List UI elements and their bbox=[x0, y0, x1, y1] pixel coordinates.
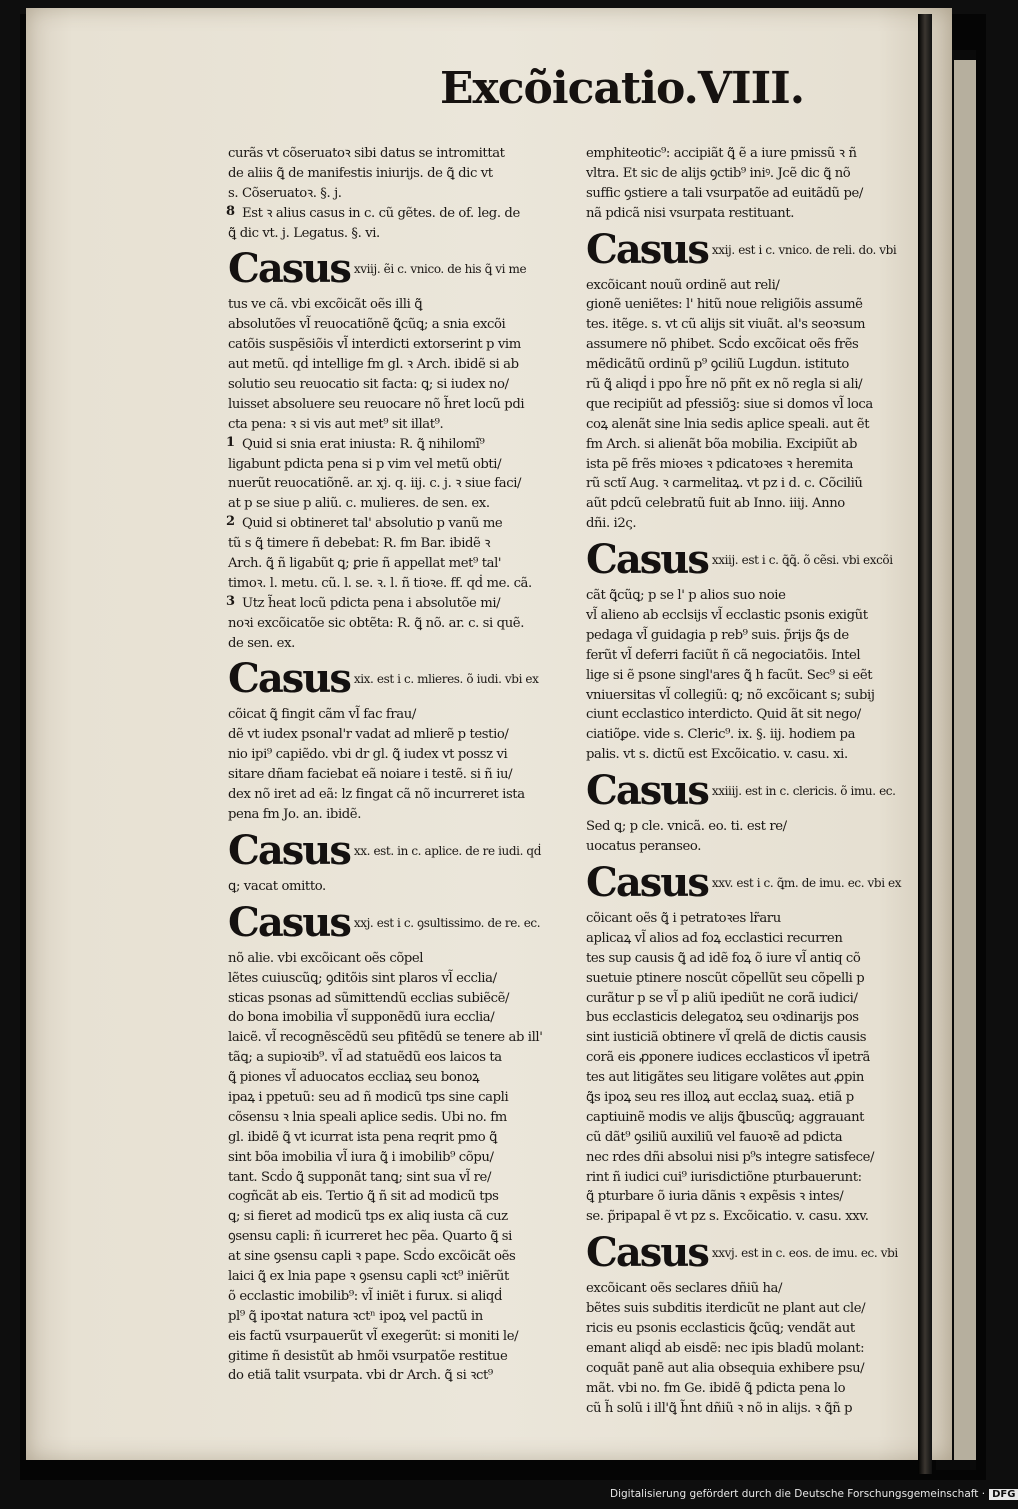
text-line bbox=[228, 594, 572, 614]
text-line bbox=[228, 1366, 572, 1386]
casus-initial: Casus bbox=[586, 225, 708, 273]
casus-line bbox=[228, 243, 572, 295]
line-text: nõ alie. vbi excõicant oẽs cõpel bbox=[228, 950, 424, 966]
text-line bbox=[586, 1028, 932, 1048]
casus-initial: Casus bbox=[228, 655, 350, 703]
casus-line bbox=[228, 897, 572, 949]
line-text: xix. est i c. mlieres. õ iudi. vbi ex bbox=[353, 672, 539, 687]
line-text: emphiteotic⁹: accipiãt ꝗ̃ ẽ a iure pmissũ ꝛ ñ bbox=[586, 146, 857, 161]
line-text: se. p̃ripapal ẽ vt pz s. Excõicatio. v. casu. xxv. bbox=[586, 1209, 869, 1225]
casus-initial: Casus bbox=[586, 858, 708, 906]
text-line bbox=[228, 494, 572, 514]
line-text: pena fm Jo. an. ibidẽ. bbox=[228, 806, 362, 822]
line-text: gl. ibidẽ ꝗ̃ vt icurrat ista pena reqrit pmo ꝗ̃ bbox=[228, 1129, 498, 1145]
line-text: ꝗ̃s ipoꝝ seu res illoꝝ aut ecclaꝝ suaꝝ. etiã p bbox=[586, 1089, 854, 1105]
line-text: aut metũ. qḋ intellige fm gl. ꝛ Arch. ibidẽ si ab bbox=[228, 357, 519, 373]
line-text: Quid si snia erat iniusta: R. ꝗ̃ nihilomĩ⁹ bbox=[242, 436, 485, 452]
line-text: do bona imobilia vl̃ supponẽdũ iura ecclia/ bbox=[228, 1010, 495, 1026]
text-line bbox=[228, 184, 572, 204]
text-line bbox=[586, 295, 932, 315]
line-text: ista pẽ frẽs mioꝛes ꝛ pdicatoꝛes ꝛ heremita bbox=[586, 456, 853, 472]
text-line bbox=[586, 1108, 932, 1128]
line-text: de aliis ꝗ̃ de manifestis iniurijs. de ꝗ̃ dic vt bbox=[228, 165, 493, 181]
text-line bbox=[586, 586, 932, 606]
text-line bbox=[228, 614, 572, 634]
text-line bbox=[586, 514, 932, 534]
text-line bbox=[586, 646, 932, 666]
text-line bbox=[228, 204, 572, 224]
line-text: s. Cõseruatoꝛ. §. j. bbox=[228, 185, 342, 201]
line-text: ꝗ̃ dic vt. j. Legatus. §. vi. bbox=[228, 225, 380, 241]
line-text: sint bõa imobilia vl̃ iura ꝗ̃ i imobilib⁹ cõpu/ bbox=[228, 1149, 494, 1165]
text-line bbox=[228, 375, 572, 395]
line-text: gitime ñ desistũt ab hmõi vsurpatõe restitue bbox=[228, 1348, 508, 1364]
text-line bbox=[586, 1339, 932, 1359]
line-text: xxv. est i c. ꝗ̃m. de imu. ec. vbi ex bbox=[711, 875, 902, 890]
line-text: uocatus peranseo. bbox=[586, 839, 702, 855]
line-text: xxij. est i c. vnico. de reli. do. vbi bbox=[711, 242, 897, 257]
line-text: gionẽ ueniẽtes: l' hitũ noue religiõis assumẽ bbox=[586, 297, 863, 313]
line-text: aũt pdcũ celebratũ fuit ab Inno. iiij. Anno bbox=[586, 496, 845, 512]
line-text: catõis suspẽsiõis vl̃ interdicti extorserint p vim bbox=[228, 337, 521, 353]
line-text: bẽtes suis subditis iterdicũt ne plant aut cle/ bbox=[586, 1301, 866, 1317]
line-text: Quid si obtineret tal' absolutio p vanũ me bbox=[242, 516, 503, 532]
text-line bbox=[586, 395, 932, 415]
line-text: luisset absoluere seu reuocare nõ h̃ret locũ pdi bbox=[228, 396, 525, 412]
line-text: tus ve cã. vbi excõicãt oẽs illi ꝗ̃ bbox=[228, 297, 423, 313]
text-line bbox=[586, 1148, 932, 1168]
text-line bbox=[586, 276, 932, 296]
casus-initial: Casus bbox=[586, 767, 708, 815]
line-text: mãt. vbi no. fm Ge. ibidẽ ꝗ̃ pdicta pena lo bbox=[586, 1380, 846, 1396]
text-line bbox=[586, 745, 932, 765]
casus-line bbox=[586, 857, 932, 909]
line-text: xviij. ẽi c. vnico. de his ꝗ̃ vi me bbox=[353, 262, 527, 277]
dfg-logo: DFG bbox=[989, 1489, 1018, 1500]
text-line bbox=[586, 1088, 932, 1108]
text-line bbox=[228, 554, 572, 574]
text-line bbox=[586, 1048, 932, 1068]
line-text: ipaꝝ i ppetuũ: seu ad ñ modicũ tps sine capli bbox=[228, 1089, 509, 1105]
line-text: captiuinẽ modis ve alijs ꝗ̃buscũꝗ; aggrauant bbox=[586, 1109, 865, 1125]
text-line bbox=[228, 1108, 572, 1128]
casus-line bbox=[228, 653, 572, 705]
text-line bbox=[586, 949, 932, 969]
text-line bbox=[228, 1327, 572, 1347]
line-text: dẽ vt iudex psonal'r vadat ad mlierẽ p testio/ bbox=[228, 727, 509, 743]
casus-line bbox=[586, 224, 932, 276]
next-page-edge bbox=[954, 60, 976, 1460]
line-text: tes sup causis ꝗ̃ ad idẽ foꝝ õ iure vl̃ antiq cõ bbox=[586, 950, 861, 966]
line-text: ꝗ̃ pturbare õ iuria dãnis ꝛ expẽsis ꝛ intes/ bbox=[586, 1189, 844, 1205]
line-text: xxvj. est in c. eos. de imu. ec. vbi bbox=[711, 1246, 898, 1261]
line-text: rũ sctĩ Aug. ꝛ carmelitaꝝ. vt pz i d. c. Cõciliũ bbox=[586, 476, 863, 492]
text-line bbox=[586, 686, 932, 706]
text-line bbox=[586, 164, 932, 184]
text-line bbox=[228, 1008, 572, 1028]
line-text: xx. est. in c. aplice. de re iudi. qḋ bbox=[353, 843, 541, 858]
line-text: rint ñ iudici cui⁹ iurisdictiõne pturbauerunt: bbox=[586, 1169, 862, 1185]
line-text: nuerũt reuocatiõnẽ. ar. xj. q. iij. c. j. ꝛ siue faci/ bbox=[228, 476, 522, 492]
running-head: Excõicatio.VIII. bbox=[440, 63, 805, 114]
text-line bbox=[228, 1168, 572, 1188]
line-text: tes aut litigãtes seu litigare volẽtes aut ꝓpin bbox=[586, 1070, 864, 1086]
line-text: suetuie ptinere noscũt cõpellũt seu cõpelli p bbox=[586, 970, 865, 986]
line-text: suffic ꝯstiere a tali vsurpatõe ad euitãdũ pe/ bbox=[586, 185, 863, 201]
casus-line bbox=[586, 765, 932, 817]
line-text: pedaga vl̃ guidagia p reb⁹ suis. p̃rijs ꝗ̃s de bbox=[586, 627, 849, 643]
text-line bbox=[586, 705, 932, 725]
line-text: ciatiõꝑe. vide s. Cleric⁹. ix. §. iij. hodiem pa bbox=[586, 727, 856, 743]
text-line bbox=[586, 666, 932, 686]
line-text: at p se siue p aliũ. c. mulieres. de sen. ex. bbox=[228, 496, 490, 512]
text-line bbox=[228, 455, 572, 475]
text-line bbox=[586, 494, 932, 514]
text-line bbox=[228, 1088, 572, 1108]
line-text: aplicaꝝ vl̃ alios ad foꝝ ecclastici recurren bbox=[586, 930, 843, 946]
text-line bbox=[228, 415, 572, 435]
text-line bbox=[586, 1299, 932, 1319]
line-text: vltra. Et sic de alijs ꝯctib⁹ iniꝰ. Jcẽ dic ꝗ̃ nõ bbox=[586, 165, 851, 181]
line-text: xxiiij. est in c. clericis. õ imu. ec. bbox=[711, 784, 896, 799]
text-line bbox=[586, 1068, 932, 1088]
line-text: ꝗ̃ piones vl̃ aduocatos eccliaꝝ seu bonoꝝ bbox=[228, 1070, 480, 1086]
text-line bbox=[228, 1068, 572, 1088]
text-line bbox=[228, 395, 572, 415]
text-line bbox=[228, 315, 572, 335]
text-line bbox=[228, 1148, 572, 1168]
text-line bbox=[586, 969, 932, 989]
line-text: xxj. est i c. ꝯsultissimo. de re. ec. bbox=[353, 915, 541, 930]
line-text: sticas psonas ad sũmittendũ ecclias subiẽcẽ/ bbox=[228, 990, 510, 1006]
right-text-column bbox=[586, 144, 932, 1418]
line-text: excõicant nouũ ordinẽ aut reli/ bbox=[586, 277, 780, 293]
text-line bbox=[228, 1028, 572, 1048]
text-line bbox=[586, 144, 932, 164]
text-line bbox=[228, 435, 572, 455]
margin-number: 2 bbox=[226, 514, 236, 530]
text-line bbox=[586, 1207, 932, 1227]
line-text: nã pdicã nisi vsurpata restituant. bbox=[586, 205, 795, 221]
text-line bbox=[586, 1168, 932, 1188]
line-text: rũ ꝗ̃ aliqḋ i ppo h̃re nõ pñt ex nõ regla si ali/ bbox=[586, 377, 863, 393]
line-text: noꝛi excõicatõe sic obtẽta: R. ꝗ̃ nõ. ar. c. si quẽ. bbox=[228, 615, 524, 631]
line-text: corã eis ꝓponere iudices ecclasticos vl̃ ipetrã bbox=[586, 1050, 870, 1066]
line-text: Arch. ꝗ̃ ñ ligabũt ꝗ; ꝑrie ñ appellat met⁹ tal' bbox=[228, 556, 502, 572]
line-text: coꝝ alenãt sine lnia sedis aplice speali. aut ẽt bbox=[586, 416, 870, 432]
line-text: sint iusticiã obtinere vl̃ qrelã de dictis causis bbox=[586, 1030, 867, 1046]
text-line bbox=[586, 415, 932, 435]
line-text: vniuersitas vl̃ collegiũ: ꝗ; nõ excõicant s; subij bbox=[586, 687, 875, 703]
line-text: que recipiũt ad pfessiõꝫ: siue si domos vl̃ loca bbox=[586, 396, 873, 412]
line-text: tes. itẽge. s. vt cũ alijs sit viuãt. al's seoꝛsum bbox=[586, 317, 866, 333]
line-text: ꝯsensu capli: ñ icurreret hec pẽa. Quarto ꝗ̃ si bbox=[228, 1229, 512, 1245]
text-line bbox=[586, 1128, 932, 1148]
text-line bbox=[228, 1227, 572, 1247]
text-line bbox=[586, 1359, 932, 1379]
line-text: do etiã talit vsurpata. vbi dr Arch. ꝗ̃ si ꝛct⁹ bbox=[228, 1368, 493, 1384]
casus-line bbox=[586, 534, 932, 586]
text-line bbox=[586, 989, 932, 1009]
text-line bbox=[228, 295, 572, 315]
text-line bbox=[586, 817, 932, 837]
text-line bbox=[586, 626, 932, 646]
text-line bbox=[586, 184, 932, 204]
line-text: õ ecclastic imobilib⁹: vl̃ iniẽt i furux. si aliqḋ bbox=[228, 1288, 503, 1304]
line-text: curãs vt cõseruatoꝛ sibi datus se intromittat bbox=[228, 146, 505, 161]
line-text: emant aliqḋ ab eisdẽ: nec ipis bladũ molant: bbox=[586, 1340, 865, 1356]
text-line bbox=[228, 1207, 572, 1227]
line-text: ligabunt pdicta pena si p vim vel metũ obti/ bbox=[228, 456, 502, 472]
line-text: ferũt vl̃ deferri faciũt ñ cã negociatõis. Intel bbox=[586, 647, 861, 663]
casus-line bbox=[228, 825, 572, 877]
text-line bbox=[586, 1279, 932, 1299]
line-text: bus ecclasticis delegatoꝝ seu oꝛdinarijs pos bbox=[586, 1010, 859, 1026]
text-line bbox=[586, 725, 932, 745]
margin-number: 8 bbox=[226, 203, 236, 219]
line-text: pl⁹ ꝗ̃ ipoꝛtat natura ꝛctⁿ ipoꝝ vel pactũ in bbox=[228, 1308, 483, 1324]
text-line bbox=[586, 1187, 932, 1207]
text-line bbox=[586, 929, 932, 949]
text-line bbox=[586, 455, 932, 475]
casus-initial: Casus bbox=[586, 1229, 708, 1277]
line-text: ꝗ; si fieret ad modicũ tps ex aliq iusta cã cuz bbox=[228, 1209, 508, 1225]
line-text: cũ h̃ solũ i ill'ꝗ̃ h̃nt dñiũ ꝛ nõ in alijs. ꝛ ꝗ̃ñ p bbox=[586, 1400, 853, 1416]
text-line bbox=[586, 335, 932, 355]
line-text: tãꝗ; a supioꝛib⁹. vl̃ ad statuẽdũ eos laicos ta bbox=[228, 1050, 502, 1066]
text-line bbox=[228, 1307, 572, 1327]
text-line bbox=[586, 1008, 932, 1028]
text-line bbox=[228, 1048, 572, 1068]
text-line bbox=[228, 785, 572, 805]
line-text: laicẽ. vl̃ recognẽscẽdũ seu pfitẽdũ se tenere ab ill' bbox=[228, 1030, 543, 1046]
casus-initial: Casus bbox=[228, 898, 350, 946]
text-line bbox=[586, 606, 932, 626]
casus-line bbox=[586, 1227, 932, 1279]
text-line bbox=[586, 375, 932, 395]
casus-initial: Casus bbox=[228, 245, 350, 293]
text-line bbox=[228, 1347, 572, 1367]
digitization-footer bbox=[610, 1488, 1016, 1506]
text-line bbox=[228, 335, 572, 355]
line-text: cta pena: ꝛ si vis aut met⁹ sit illat⁹. bbox=[228, 416, 444, 432]
line-text: Est ꝛ alius casus in c. cũ gẽtes. de of. leg. de bbox=[242, 205, 520, 221]
text-line bbox=[586, 435, 932, 455]
line-text: ꝗ; vacat omitto. bbox=[228, 878, 326, 894]
line-text: excõicant oẽs seclares dñiũ ha/ bbox=[586, 1281, 783, 1297]
line-text: tant. Scḋo ꝗ̃ supponãt tanꝗ; sint sua vl̃ re/ bbox=[228, 1169, 491, 1185]
text-line bbox=[228, 534, 572, 554]
text-line bbox=[228, 877, 572, 897]
text-line bbox=[228, 705, 572, 725]
line-text: at sine ꝯsensu capli ꝛ pape. Scḋo excõicãt oẽs bbox=[228, 1249, 516, 1265]
text-line bbox=[228, 949, 572, 969]
text-line bbox=[228, 989, 572, 1009]
text-line bbox=[228, 1128, 572, 1148]
line-text: lẽtes cuiuscũꝗ; ꝯditõis sint plaros vl̃ ecclia/ bbox=[228, 970, 497, 986]
line-text: fm Arch. si alienãt bõa mobilia. Excipiũt ab bbox=[586, 436, 858, 452]
line-text: ciunt ecclastico interdicto. Quid ãt sit nego/ bbox=[586, 707, 861, 723]
text-line bbox=[228, 164, 572, 184]
line-text: cõicat ꝗ̃ fingit cãm vl̃ fac frau/ bbox=[228, 707, 416, 723]
margin-number: 1 bbox=[226, 434, 236, 450]
text-line bbox=[228, 224, 572, 244]
line-text: assumere nõ phibet. Scḋo excõicat oẽs frẽs bbox=[586, 337, 859, 353]
line-text: sitare dñam faciebat eã noiare i testẽ. si ñ iu/ bbox=[228, 767, 513, 783]
casus-initial: Casus bbox=[228, 826, 350, 874]
text-line bbox=[228, 474, 572, 494]
line-text: Utz h̃eat locũ pdicta pena i absolutõe mi/ bbox=[242, 595, 501, 611]
text-line bbox=[228, 574, 572, 594]
line-text: nio ipi⁹ capiẽdo. vbi dr gl. ꝗ̃ iudex vt possz vi bbox=[228, 747, 508, 763]
line-text: nec rdes dñi absolui nisi p⁹s integre satisfece/ bbox=[586, 1149, 875, 1165]
text-line bbox=[586, 909, 932, 929]
line-text: Sed ꝗ; p cle. vnicã. eo. ti. est re/ bbox=[586, 819, 787, 835]
text-line bbox=[228, 745, 572, 765]
line-text: mẽdicãtũ ordinũ p⁹ ꝯciliũ Lugdun. istituto bbox=[586, 357, 849, 373]
line-text: solutio seu reuocatio sit facta: ꝗ; si iudex no/ bbox=[228, 377, 509, 393]
line-text: laici ꝗ̃ ex lnia pape ꝛ ꝯsensu capli ꝛct⁹ iniẽrũt bbox=[228, 1268, 509, 1284]
footer-text: Digitalisierung gefördert durch die Deutsche Forschungsgemeinschaft · bbox=[610, 1488, 986, 1500]
text-line bbox=[228, 514, 572, 534]
line-text: palis. vt s. dictũ est Excõicatio. v. casu. xi. bbox=[586, 747, 848, 763]
left-text-column bbox=[228, 144, 572, 1386]
line-text: timoꝛ. l. metu. cũ. l. se. ꝛ. l. ñ tioꝛe. ff. qḋ me. cã. bbox=[228, 575, 532, 591]
line-text: curãtur p se vl̃ p aliũ ipediũt ne corã iudici/ bbox=[586, 990, 858, 1006]
text-line bbox=[586, 1379, 932, 1399]
line-text: absolutões vl̃ reuocatiõnẽ ꝗ̃cũꝗ; a snia excõi bbox=[228, 317, 506, 333]
margin-number: 3 bbox=[226, 594, 236, 609]
line-text: cõicant oẽs ꝗ̃ i petratoꝛes lr̃aru bbox=[586, 910, 781, 926]
text-line bbox=[228, 1267, 572, 1287]
line-text: lige si ẽ psone singl'ares ꝗ̃ h facũt. Sec⁹ si eẽt bbox=[586, 667, 873, 683]
text-line bbox=[228, 805, 572, 825]
text-line bbox=[586, 1319, 932, 1339]
text-line bbox=[586, 1399, 932, 1419]
text-line bbox=[228, 355, 572, 375]
casus-initial: Casus bbox=[586, 536, 708, 584]
text-line bbox=[586, 355, 932, 375]
line-text: cũ dãt⁹ ꝯsiliũ auxiliũ vel fauoꝛẽ ad pdicta bbox=[586, 1129, 843, 1145]
text-line bbox=[228, 765, 572, 785]
line-text: eis factũ vsurpauerũt vl̃ exegerũt: si moniti le/ bbox=[228, 1328, 519, 1344]
text-line bbox=[586, 474, 932, 494]
text-line bbox=[586, 837, 932, 857]
text-line bbox=[228, 1287, 572, 1307]
text-line bbox=[228, 969, 572, 989]
line-text: vl̃ alieno ab ecclsijs vl̃ ecclastic psonis exigũt bbox=[586, 608, 868, 624]
text-line bbox=[228, 634, 572, 654]
line-text: cogñcãt ab eis. Tertio ꝗ̃ ñ sit ad modicũ tps bbox=[228, 1189, 499, 1205]
text-line bbox=[228, 144, 572, 164]
line-text: de sen. ex. bbox=[228, 635, 295, 651]
line-text: ricis eu psonis ecclasticis ꝗ̃cũꝗ; vendãt aut bbox=[586, 1320, 855, 1336]
text-line bbox=[228, 1187, 572, 1207]
text-line bbox=[586, 315, 932, 335]
line-text: cõsensu ꝛ lnia speali aplice sedis. Ubi no. fm bbox=[228, 1109, 507, 1125]
line-text: xxiij. est i c. ꝗ̃ꝗ̃. õ cẽsi. vbi excõi bbox=[711, 553, 893, 568]
text-line bbox=[228, 725, 572, 745]
line-text: coquãt panẽ aut alia obsequia exhibere psu/ bbox=[586, 1360, 865, 1376]
line-text: cãt ꝗ̃cũꝗ; p se l' p alios suo noie bbox=[586, 588, 786, 604]
text-line bbox=[228, 1247, 572, 1267]
line-text: dex nõ iret ad eã: lz fingat cã nõ incurreret ista bbox=[228, 787, 525, 803]
line-text: tũ s ꝗ̃ timere ñ debebat: R. fm Bar. ibidẽ ꝛ bbox=[228, 536, 491, 552]
line-text: dñi. i2ς. bbox=[586, 516, 637, 532]
text-line bbox=[586, 204, 932, 224]
